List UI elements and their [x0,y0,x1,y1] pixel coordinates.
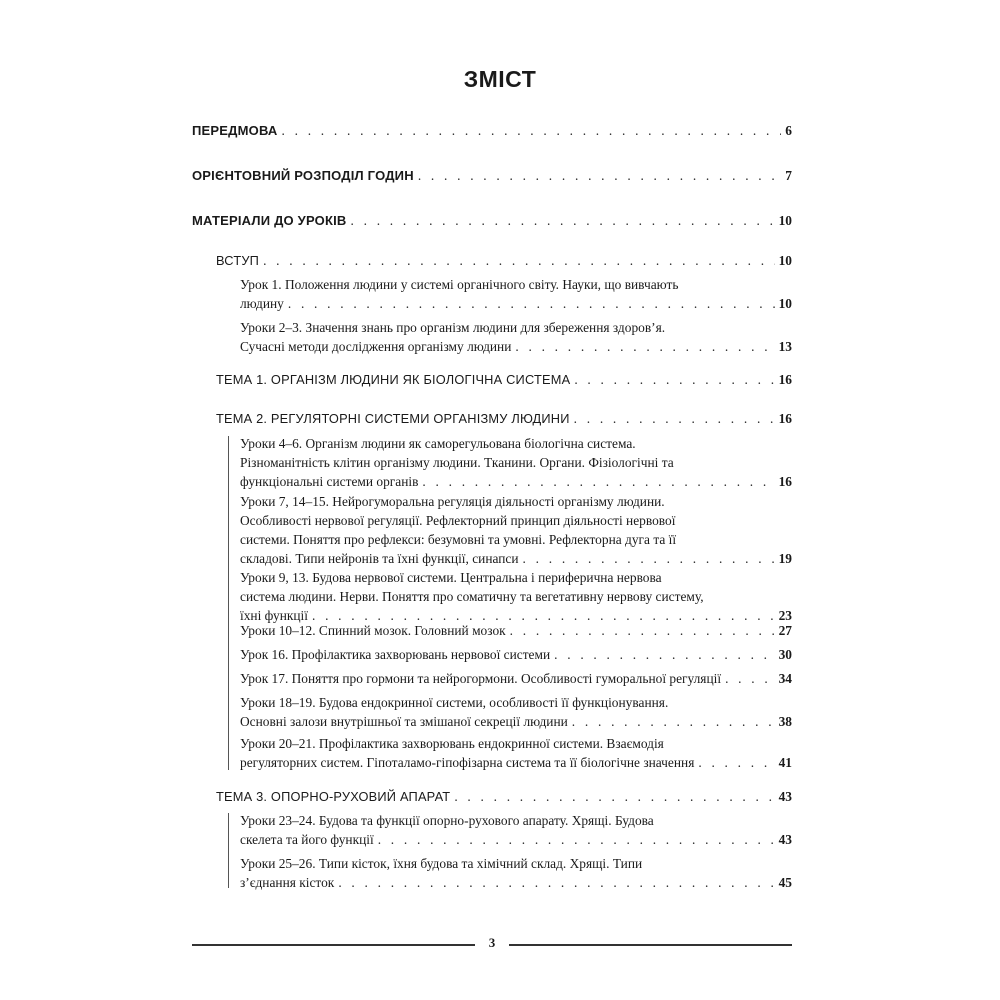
toc-entry-title: ТЕМА 3. ОПОРНО-РУХОВИЙ АПАРАТ [216,789,451,804]
toc-entry-last-line [240,549,792,568]
toc-entry-title: ПЕРЕДМОВА [192,123,278,138]
toc-entry-title: МАТЕРІАЛИ ДО УРОКІВ [192,213,347,228]
toc-entry [240,734,792,772]
dot-leader [725,669,775,688]
dot-leader [574,370,774,389]
toc-page-number: 6 [785,123,792,138]
toc-page-number: 43 [778,789,792,804]
toc-entry-title: ВСТУП [216,253,260,268]
toc-entry-last-line [240,712,792,731]
toc-entry-title: функціональні системи органів [240,474,419,489]
toc-entry-last-line [216,787,792,806]
toc-entry [240,693,792,731]
toc-entry-last-line [240,753,792,772]
toc-entry-title: їхні функції [240,608,308,623]
toc-entry-title: Урок 16. Профілактика захворювань нервової системи [240,647,551,662]
toc-entry-last-line [216,251,792,270]
toc-entry-line: Особливості нервової регуляції. Рефлекторний принцип діяльності нервової [240,513,676,528]
toc-entry [216,251,792,270]
toc-page-number: 13 [778,339,792,354]
toc-entry-title: ТЕМА 2. РЕГУЛЯТОРНІ СИСТЕМИ ОРГАНІЗМУ ЛЮДИНИ [216,411,570,426]
toc-entry-last-line [216,370,792,389]
toc-entry-last-line [240,669,792,688]
dot-leader [418,166,781,185]
toc-entry [240,669,792,688]
toc-entry-last-line [240,830,792,849]
toc-page-number: 43 [778,832,792,847]
dot-leader [515,337,774,356]
dot-leader [338,873,774,892]
toc-entry [192,211,792,230]
page-number: 3 [488,935,496,950]
toc-entry-line: Різноманітність клітин організму людини. Тканини. Органи. Фізіологічні та [240,455,674,470]
toc-entry-last-line [240,621,792,640]
toc-entry [216,787,792,806]
toc-entry-title: скелета та його функції [240,832,374,847]
toc-entry-last-line [240,294,792,313]
toc-entry-line: Уроки 18–19. Будова ендокринної системи, особливості її функціонування. [240,695,669,710]
toc-entry [240,492,792,568]
toc-entry-last-line [240,873,792,892]
toc-page-number: 10 [778,296,792,311]
toc-entry [240,434,792,491]
toc-entry-title: Сучасні методи дослідження організму людини [240,339,512,354]
toc-entry-last-line [192,166,792,185]
toc-entry [240,568,792,625]
toc-entry-title: регуляторних систем. Гіпоталамо-гіпофізарна система та її біологічне значення [240,755,695,770]
dot-leader [510,621,775,640]
toc-entry-title: ТЕМА 1. ОРГАНІЗМ ЛЮДИНИ ЯК БІОЛОГІЧНА СИСТЕМА [216,372,571,387]
toc-entry-title: з’єднання кісток [240,875,335,890]
toc-entry [192,121,792,140]
toc-entry-last-line [192,121,792,140]
dot-leader [282,121,782,140]
toc-page-number: 38 [778,714,792,729]
dot-leader [454,787,774,806]
toc-page-number: 19 [778,551,792,566]
toc-entry [192,166,792,185]
toc-entry-line: Уроки 23–24. Будова та функції опорно-рухового апарату. Хрящі. Будова [240,813,654,828]
toc-entry-title: складові. Типи нейронів та їхні функції, синапси [240,551,519,566]
toc-page-number: 10 [778,213,792,228]
dot-leader [554,645,774,664]
footer-rule-right [509,944,792,946]
toc-entry-line: Уроки 2–3. Значення знань про організм людини для збереження здоров’я. [240,320,666,335]
toc-page-number: 41 [778,755,792,770]
toc-page-number: 34 [778,671,792,686]
toc-entry [240,621,792,640]
toc-entry [216,409,792,428]
toc-page-number: 23 [778,608,792,623]
toc-entry-last-line [240,337,792,356]
dot-leader [288,294,775,313]
page-title: ЗМІСТ [463,66,537,92]
toc-entry-title: Основні залози внутрішньої та змішаної секреції людини [240,714,568,729]
toc-entry-last-line [240,472,792,491]
toc-entry [240,318,792,356]
page-footer [192,935,792,955]
toc-entry-line: Уроки 25–26. Типи кісток, їхня будова та хімічний склад. Хрящі. Типи [240,856,643,871]
toc-entry-title: людину [240,296,284,311]
toc-page-number: 30 [778,647,792,662]
toc-entry-last-line [192,211,792,230]
toc-page-number: 7 [785,168,792,183]
dot-leader [351,211,775,230]
toc-entry-last-line [240,645,792,664]
dot-leader [574,409,775,428]
toc-entry-last-line [216,409,792,428]
toc-page-number: 16 [778,372,792,387]
dot-leader [698,753,774,772]
toc-entry-title: Урок 17. Поняття про гормони та нейрогормони. Особливості гуморальної регуляції [240,671,722,686]
dot-leader [263,251,775,270]
dot-leader [378,830,775,849]
toc-entry-line: система людини. Нерви. Поняття про соматичну та вегетативну нервову систему, [240,589,704,604]
toc-entry [216,370,792,389]
toc-entry-line: Уроки 7, 14–15. Нейрогуморальна регуляція діяльності організму людини. [240,494,665,509]
toc-entry-title: ОРІЄНТОВНИЙ РОЗПОДІЛ ГОДИН [192,168,414,183]
toc-page-number: 10 [778,253,792,268]
toc-entry-title: Уроки 10–12. Спинний мозок. Головний мозок [240,623,506,638]
toc-page-number: 16 [778,411,792,426]
toc-page-number: 16 [778,474,792,489]
toc-entry-line: Урок 1. Положення людини у системі органічного світу. Науки, що вивчають [240,277,679,292]
toc-entry-line: Уроки 9, 13. Будова нервової системи. Центральна і периферична нервова [240,570,662,585]
section-indent-bar [228,813,229,888]
toc-entry-line: системи. Поняття про рефлекси: безумовні та умовні. Рефлекторна дуга та її [240,532,677,547]
toc-entry [240,275,792,313]
toc-page-number: 27 [778,623,792,638]
toc-entry-line: Уроки 4–6. Організм людини як саморегульована біологічна система. [240,436,636,451]
dot-leader [523,549,775,568]
toc-entry [240,811,792,849]
toc-entry [240,854,792,892]
toc-page-number: 45 [778,875,792,890]
toc-entry-line: Уроки 20–21. Профілактика захворювань ендокринної системи. Взаємодія [240,736,664,751]
toc-entry [240,645,792,664]
dot-leader [422,472,774,491]
dot-leader [572,712,775,731]
section-indent-bar [228,436,229,770]
